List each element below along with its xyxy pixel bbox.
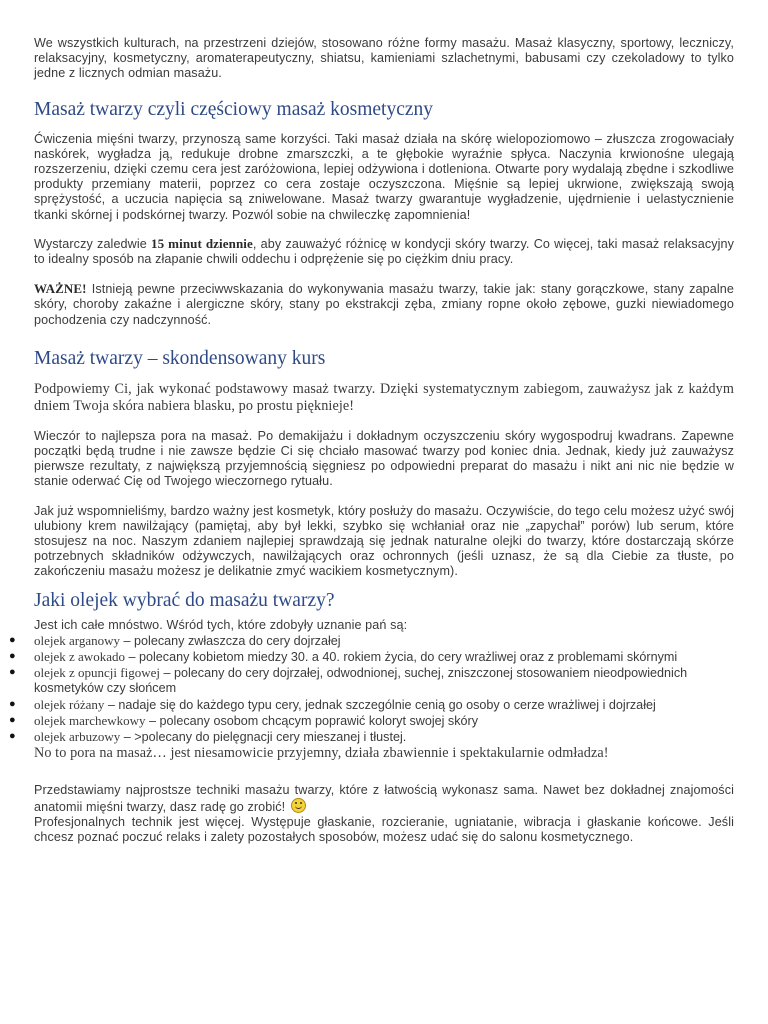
contraindications-paragraph: WAŻNE! Istnieją pewne przeciwwskazania do wykonywania masażu twarzy, takie jak: stany gorączkowe, stany zapalne skóry, choroby zakaźne i alergiczne skóry, stany po ekstrakcji zęba, zmiany ropne około zębowe, guzki niewiadomego pochodzenia czy nadczynność.	[34, 281, 734, 327]
intro-paragraph: We wszystkich kulturach, na przestrzeni dziejów, stosowano różne formy masażu. Masaż klasyczny, sportowy, leczniczy, relaksacyjny, kosmetyczny, aromaterapeutyczny, shiatsu, kamieniami szlachetnymi, babusami czy czekoladowy to tylko jedne z licznych odmian masażu.	[34, 36, 734, 81]
oils-intro: Jest ich całe mnóstwo. Wśród tych, które zdobyły uznanie pań są:	[34, 617, 408, 632]
bullet-icon: ●	[9, 713, 16, 726]
smiley-face-icon	[291, 798, 306, 813]
list-item: ● olejek różany – nadaje się do każdego typu cery, jednak szczególnie cenią go osoby o cerze wrażliwej i dojrzałej	[9, 696, 656, 712]
cosmetic-paragraph: Jak już wspomnieliśmy, bardzo ważny jest kosmetyk, który posłuży do masażu. Oczywiście, do tego celu możesz użyć swój ulubiony krem nawilżający (pamiętaj, aby był lekki, szybko się wchłaniał oraz nie „zapychał” porów) lub serum, które stosujesz na noc. Naszym zdaniem najlepiej sprawdzają się jednak naturalne olejki do twarzy, które dostarczają skórze potrzebnych składników odżywczych, nawilżających oraz ochronnych (jeśli uznasz, że są dla Ciebie za tłuste, po zakończeniu masażu możesz je delikatnie zmyć wacikiem kosmetycznym).	[34, 503, 734, 579]
course-lead-paragraph: Podpowiemy Ci, jak wykonać podstawowy masaż twarzy. Dzięki systematycznym zabiegom, zauważysz jak z każdym dniem Twoja skóra nabiera blasku, po prostu pięknieje!	[34, 380, 734, 415]
list-item: ● olejek z awokado – polecany kobietom miedzy 30. a 40. rokiem życia, do cery wrażliwej oraz z problemami skórnymi	[9, 649, 678, 665]
list-item: ● olejek z opuncji figowej – polecany do cery dojrzałej, odwodnionej, suchej, zniszczonej stosowaniem nieodpowiednich kosmetyków czy słońcem	[9, 665, 688, 696]
bullet-icon: ●	[9, 666, 16, 679]
list-item: ● olejek arganowy – polecany zwłaszcza do cery dojrzałej	[9, 632, 341, 648]
section-heading-oils: Jaki olejek wybrać do masażu twarzy?	[34, 589, 335, 611]
fifteen-minutes-paragraph: Wystarczy zaledwie 15 minut dziennie, aby zauważyć różnicę w kondycji skóry twarzy. Co więcej, taki masaż relaksacyjny to idealny sposób na złapanie chwili oddechu i odprężenie się po ciężkim dniu pracy.	[34, 235, 735, 267]
list-item: ● olejek marchewkowy – polecany osobom chcącym poprawić koloryt swojej skóry	[9, 712, 479, 728]
benefits-paragraph: Ćwiczenia mięśni twarzy, przynoszą same korzyści. Taki masaż działa na skórę wielopoziomowo – złuszcza zrogowaciały naskórek, wygładza ją, redukuje drobne zmarszczki, a te głębokie wyraźnie spłyca. Naczynia krwionośne ulegają rozszerzeniu, dzięki czemu cera jest zaróżowiona, lepiej odżywiona i dotleniona. Otwarte pory wydalają zbędne i szkodliwe produkty przemiany materii, poprzez co cera zostaje oczyszczona. Mięśnie są lepiej ukrwione, zwiększają swoją sprężystość, a uczucia napięcia są zniwelowane. Masaż twarzy gwarantuje wygładzenie, ujędrnienie i uelastycznienie tkanki skórnej i podskórnej twarzy. Pozwól sobie na chwileczkę zapomnienia!	[34, 131, 734, 222]
section-heading-face-massage: Masaż twarzy czyli częściowy masaż kosmetyczny	[34, 98, 434, 120]
bullet-icon: ●	[9, 650, 16, 663]
fifteen-minutes-emphasis: 15 minut dziennie	[151, 235, 253, 251]
bullet-icon: ●	[9, 730, 16, 743]
massage-lead-paragraph: No to pora na masaż… jest niesamowicie przyjemny, działa zbawiennie i spektakularnie odmładza!	[34, 745, 609, 762]
section-heading-course: Masaż twarzy – skondensowany kurs	[34, 347, 326, 369]
important-label: WAŻNE!	[34, 281, 87, 297]
evening-paragraph: Wieczór to najlepsza pora na masaż. Po demakijażu i dokładnym oczyszczeniu skóry wygospodruj kwadrans. Zapewne początki będą trudne i nie zawsze będzie Ci się chciało masować twarzy pod koniec dnia. Jednak, kiedy już zauważysz pierwsze rezultaty, z największą przyjemnością sięgniesz po odpowiedni preparat do masażu i nikt ani nic nie będzie w stanie oderwać Cię od Twojego wieczornego rytuału.	[34, 428, 734, 489]
list-item: ● olejek arbuzowy – >polecany do pielęgnacji cery mieszanej i tłustej.	[9, 729, 407, 745]
oils-list	[9, 632, 734, 745]
techniques-paragraph: Przedstawiamy najprostsze techniki masażu twarzy, które z łatwością wykonasz sama. Nawet bez dokładnej znajomości anatomii mięśni twarzy, dasz radę go zrobić!	[34, 782, 734, 814]
professional-techniques-paragraph: Profesjonalnych technik jest więcej. Występuje głaskanie, rozcieranie, ugniatanie, wibracja i głaskanie końcowe. Jeśli chcesz poznać poczuć relaks i zalety pozostałych sposobów, możesz udać się do salonu kosmetycznego.	[34, 815, 734, 845]
bullet-icon: ●	[9, 633, 16, 646]
bullet-icon: ●	[9, 697, 16, 710]
